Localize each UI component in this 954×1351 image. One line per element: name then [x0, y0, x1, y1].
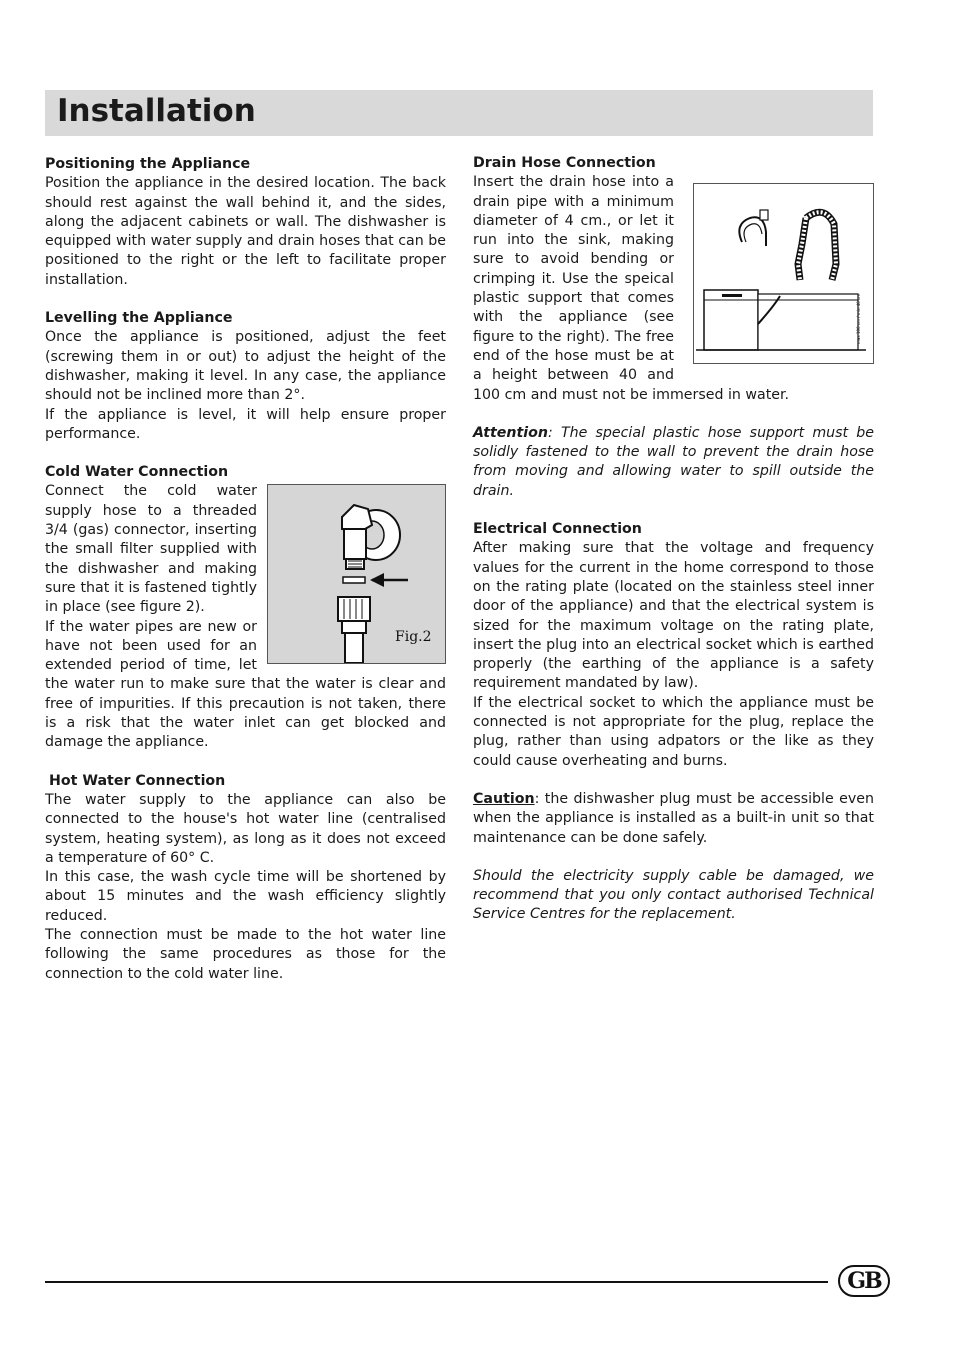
levelling-text-2: If the appliance is level, it will help ensure proper performance. [45, 406, 446, 442]
positioning-text: Position the appliance in the desired location. The back should rest against the wall behind it, and the sides, along the adjacent cabinets or wall. The dishwasher is equipped with water supply and drain hoses that can be positioned to the right or the left to facilitate proper installation. [45, 175, 446, 288]
electrical-text-1: After making sure that the voltage and frequency values for the current in the home correspond to those on the rating plate (located on the stainless steel inner door of the appliance) and that the electrical system is sized for the maximum voltage on the rating plate, insert the plug into an electrical socket which is earthed properly (the earthing of the appliance is a safety requirement mandated by law). [473, 540, 874, 692]
caution-note [473, 790, 874, 848]
hot-water-section [45, 772, 446, 984]
footer-rule [45, 1281, 828, 1283]
hot-water-text-3: The connection must be made to the hot water line following the same procedures as those for the connection to the cold water line. [45, 926, 446, 982]
cold-water-text-1: Connect the cold water supply hose to a threaded 3/4 (gas) connector, inserting the small filter supplied with the dishwasher and making sure that it is fastened tightly in place (see figure 2). [45, 483, 257, 616]
drain-hose-illustration [694, 184, 873, 363]
right-column [473, 154, 874, 944]
title-bar [45, 90, 873, 136]
page-title: Installation [57, 93, 256, 129]
left-column [45, 155, 446, 1003]
cold-water-text-2: If the water pipes are new or have not been used for an extended period of time, let the water run to make sure that the water is clear and free of impurities. If this precaution is not taken, there is a risk that the water inlet can get blocked and damage the appliance. [45, 618, 446, 751]
levelling-section [45, 309, 446, 444]
cable-note [473, 867, 874, 925]
electrical-section [473, 520, 874, 771]
positioning-section [45, 155, 446, 290]
tap-connector-illustration [268, 485, 445, 663]
drain-text: Insert the drain hose into a drain pipe with a minimum diameter of 4 cm., or let it run into the sink, making sure to avoid bending or crimping it. Use the speical plastic support that comes with the appliance (see figure to the right). The free end of the hose must be at a height between 40 and 100 cm and must not be immersed in water. [473, 174, 790, 403]
caution-text: : the dishwasher plug must be accessible even when the appliance is installed as a built-in unit so that maintenance can be done safely. [473, 790, 874, 846]
electrical-heading: Electrical Connection [473, 521, 642, 538]
drain-hose-figure [693, 183, 874, 364]
positioning-heading: Positioning the Appliance [45, 156, 251, 172]
levelling-heading: Levelling the Appliance [45, 310, 233, 327]
cold-water-section [45, 463, 446, 752]
attention-text: : The special plastic hose support must be solidly fastened to the wall to prevent the drain hose from moving and allowing water to spill outside the drain. [473, 424, 874, 499]
drain-section [473, 154, 874, 405]
drain-heading: Drain Hose Connection [473, 155, 656, 171]
attention-note [473, 424, 874, 501]
cable-note-text: Should the electricity supply cable be damaged, we recommend that you only contact authorised Technical Service Centres for the replacement. [473, 867, 874, 923]
attention-label: Attention [473, 424, 548, 441]
drain-figure-scale: max 100 cm / min 40 cm [856, 294, 861, 345]
hot-water-text-1: The water supply to the appliance can also be connected to the house's hot water line (centralised system, heating system), as long as it does not exceed a temperature of 60° C. [45, 791, 446, 866]
levelling-text-1: Once the appliance is positioned, adjust the feet (screwing them in or out) to adjust the height of the dishwasher, making it level. In any case, the appliance should not be inclined more than 2°. [45, 329, 446, 404]
hot-water-heading: Hot Water Connection [49, 772, 226, 789]
hot-water-text-2: In this case, the wash cycle time will be shortened by about 15 minutes and the wash efficiency slightly reduced. [45, 869, 446, 924]
gb-language-badge: GB [838, 1265, 890, 1297]
caution-label: Caution [473, 790, 535, 807]
electrical-text-2: If the electrical socket to which the appliance must be connected is not appropriate for the plug, replace the plug, rather than using adpators or the like as they could cause overheating and burns. [473, 694, 874, 769]
figure-2 [267, 484, 446, 664]
cold-water-heading: Cold Water Connection [45, 464, 229, 481]
figure-2-label: Fig.2 [395, 629, 432, 646]
